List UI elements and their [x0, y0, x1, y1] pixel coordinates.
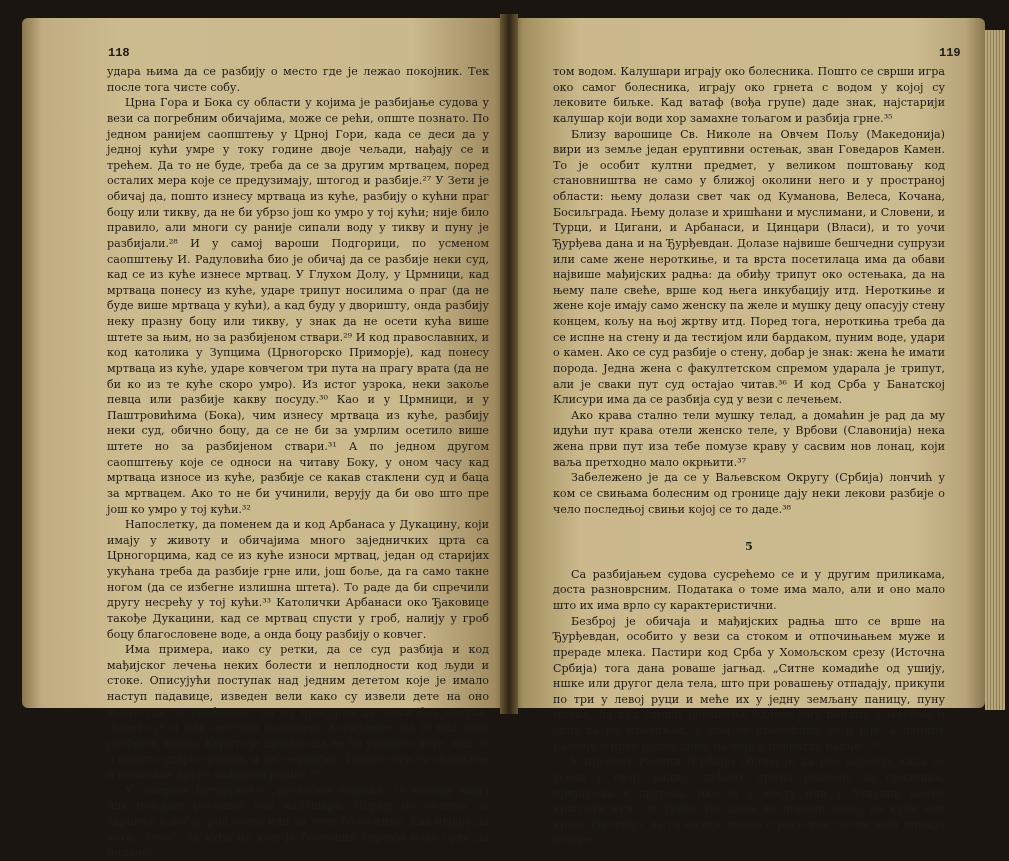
- paragraph: Близу варошице Св. Николе на Овчем Пољу (Македонија) вири из земље један еруптивни остењак, зван Говедаров Камен. То је особит култни предмет, у великом поштовању код становништва не само у ближој околини него и у пространој области: њему долази свет чак од Куманова, Велеса, Кочана, Босиљграда. Њему долазе и хришћани и муслимани, и Словени, и Турци, и Цигани, и Арбанаси, и Цинцари (Власи), и то уочи Ђурђева дана и на Ђурђевдан. Долазе највише бешчедни супрузи или саме жене нероткиње, и та врста посетилаца има да обави највише мађијских радња: да обиђу трипут око остењака, да на њему пале свеће, врше код њега инкубацију итд. Нероткиње и жене које имају само женску па желе и мушку децу опасују стену концем, кољу на њој жртву итд. Поред тога, нероткиња треба да се испне на стену и да тестијом или бардаком, пуним воде, удари о камен. Ако се суд разбије о стену, добар је знак: жена ће имати порода. Једна жена с факултетском спремом ударала је трипут, али је сваки пут суд остајао читав.³⁶ И код Срба у Банатској Клисури има да се разбија суд у вези с лечењем.: [553, 127, 945, 407]
- right-page: [509, 18, 985, 847]
- paragraph: Има примера, иако су ретки, да се суд разбија и код мађијског лечења неких болести и неплодности код људи и стоке. Описујући поступак над једним дететом које је имало наступ падавице, изведен вели како су извели дете на оно место где се разболело, па му прострли да лежи без јастука. Донето је и над дететом положено коританце, па је над њим разбијен лонац. Корито је држано да не би ударило дете, кад се о корито удари грнцем, и он се разбио. После тога су обављене и неколике друге мађијске радње.³⁴: [107, 643, 489, 782]
- paragraph: Црна Гора и Бока су области у којима је разбијање судова у вези са погребним обичајима, може се рећи, опште познато. По једном ранијем саопштењу у Црној Гори, када се деси да у једној кући умре у току године двоје чељади, нађају се и трећем. Да то не буде, треба да се за другим мртвацем, поред осталих мера које се предузимају, штогод и разбије.²⁷ У Зети је обичај да, пошто изнесу мртваца из куће, разбију о кућни праг боцу или тикву, да не би убрзо још ко умро у тој кући; није било правило, али многи су раније сипали воду у тикву и пуну је разбијали.²⁸ И у самој вароши Подгорици, по усменом саопштењу И. Радуловића био је обичај да се разбије неки суд, кад се из куће изнесе мртвац. У Глухом Долу, у Црмници, кад мртваца понесу из куће, ударе трипут носилима о праг (да не буде више мртваца у кући), а кад буду у дворишту, онда разбију неку празну боцу или тикву, у знак да не осети кућа више штете за њим, но за разбијеном ствари.²⁹ И код православних, и код католика у Зупцима (Црногорско Приморје), кад понесу мртваца из куће, ударе ковчегом три пута на прагу врата (да не би ко из те куће скоро умро). Из истог узрока, неки закоље певца или разбије какву посуду.³⁰ Као и у Црмници, и у Паштровићима (Бока), чим изнесу мртваца из куће, разбију неки суд, обично боцу, да се не би за умрлим осетило више штете но за разбијеном ствари.³¹ А по једном другом саопштењу које се односи на читаву Боку, у оном часу кад мртваца износе из куће, разбије се какав стаклени суд и баца за мртвацем. Ако то не би учинили, верују да би ово што пре још ко умро у тој кући.³²: [107, 96, 489, 516]
- right-page-number: 119: [939, 46, 961, 60]
- paragraph: Ако крава стално тели мушку телад, а домаћин је рад да му идући пут крава отели женско теле, у Врбови (Славонија) нека жена први пут иза тебе помузе краву у сасвим нов лонац, који ваља претходно мало окрњити.³⁷: [553, 408, 945, 469]
- left-page: [22, 18, 509, 860]
- paragraph: Напослетку, да поменем да и код Арбанаса у Дукацину, који имају у животу и обичајима много заједничких црта са Црногорцима, кад се из куће износи мртвац, један од старијих укућана треба да разбије грне или, још боље, да га само такне ногом (да се избегне излишна штета). То раде да би спречили другу несрећу у тој кући.³³ Католички Арбанаси око Ђаковице такође Дукацини, кад се мртвац спусти у гроб, налију у гроб боцу благословене воде, а онда боцу разбију о ковчег.: [107, 518, 489, 641]
- paragraph: удара њима да се разбију о место где је лежао покојник. Тек после тога чисте собу.: [107, 65, 489, 94]
- left-page-text: [107, 64, 489, 861]
- right-page-text: [553, 64, 945, 848]
- paragraph: том водом. Калушари играју око болесника. Пошто се сврши игра око самог болесника, играју око грнета с водом у којој су лековите биљке. Кад ватаф (вођа групе) даде знак, најстарији калушар који води хор замахне тољагом и разбија грне.³⁵: [553, 65, 945, 125]
- page-edges: [985, 30, 1005, 710]
- section-number: 5: [745, 540, 753, 554]
- left-page-number: 118: [108, 46, 130, 60]
- paragraph: Са разбијањем судова сусрећемо се и у другим приликама, доста разноврсним. Података о томе има мало, али и оно мало што их има врло су карактеристични.: [553, 567, 945, 612]
- paragraph: У пределу Расини (Србија) обичај је да нов мајстор, када се усели у своју радњу (дућан), прима поклоне од сродника, пријатеља и другова. Ако је у месту или у близини његов крштени кум, он треба тог дана да порани рано, да купи нов крчаг (тестију), да га налије водом с реке или чесме који никада не пре-: [553, 755, 945, 847]
- paragraph: У северној Бугарској у „русалској недељи“ (у месецу мају) иду поворке русалија или калушара. Играју по селима за здравље и добар род усева или да лече болеснике. Кад играју да кога „лече“, та кућа из које је болесник спреми ново грне да неначе-: [107, 783, 489, 860]
- book-gutter: [500, 14, 518, 714]
- paragraph: Безброј је обичаја и мађијских радња што се врше на Ђурђевдан, особито у вези са стоком и отпочињањем муже и прераде млека. Пастири код Срба у Хомољском срезу (Источна Србија) тога дана роваше јагњад. „Ситне комадиће од ушију, ншке или другог дела тела, што при ровашењу отпадају, прикупи по три у левој руци и меће их у једну земљану паницу, пуну млека, па кад сврши ровашење однесе ону паницу с млеком и сипа га на мравињак, у ком су пренoћили со и јаје, а паницу разбије о прво родно дрво, на које у повратку наиђе“.³⁹: [553, 614, 945, 753]
- paragraph: Забележено је да се у Ваљевском Округу (Србија) лончић у ком се свињама болесним од гронице дају неки лекови разбије о чело последњој свињи којој се то даде.³⁸: [553, 471, 945, 516]
